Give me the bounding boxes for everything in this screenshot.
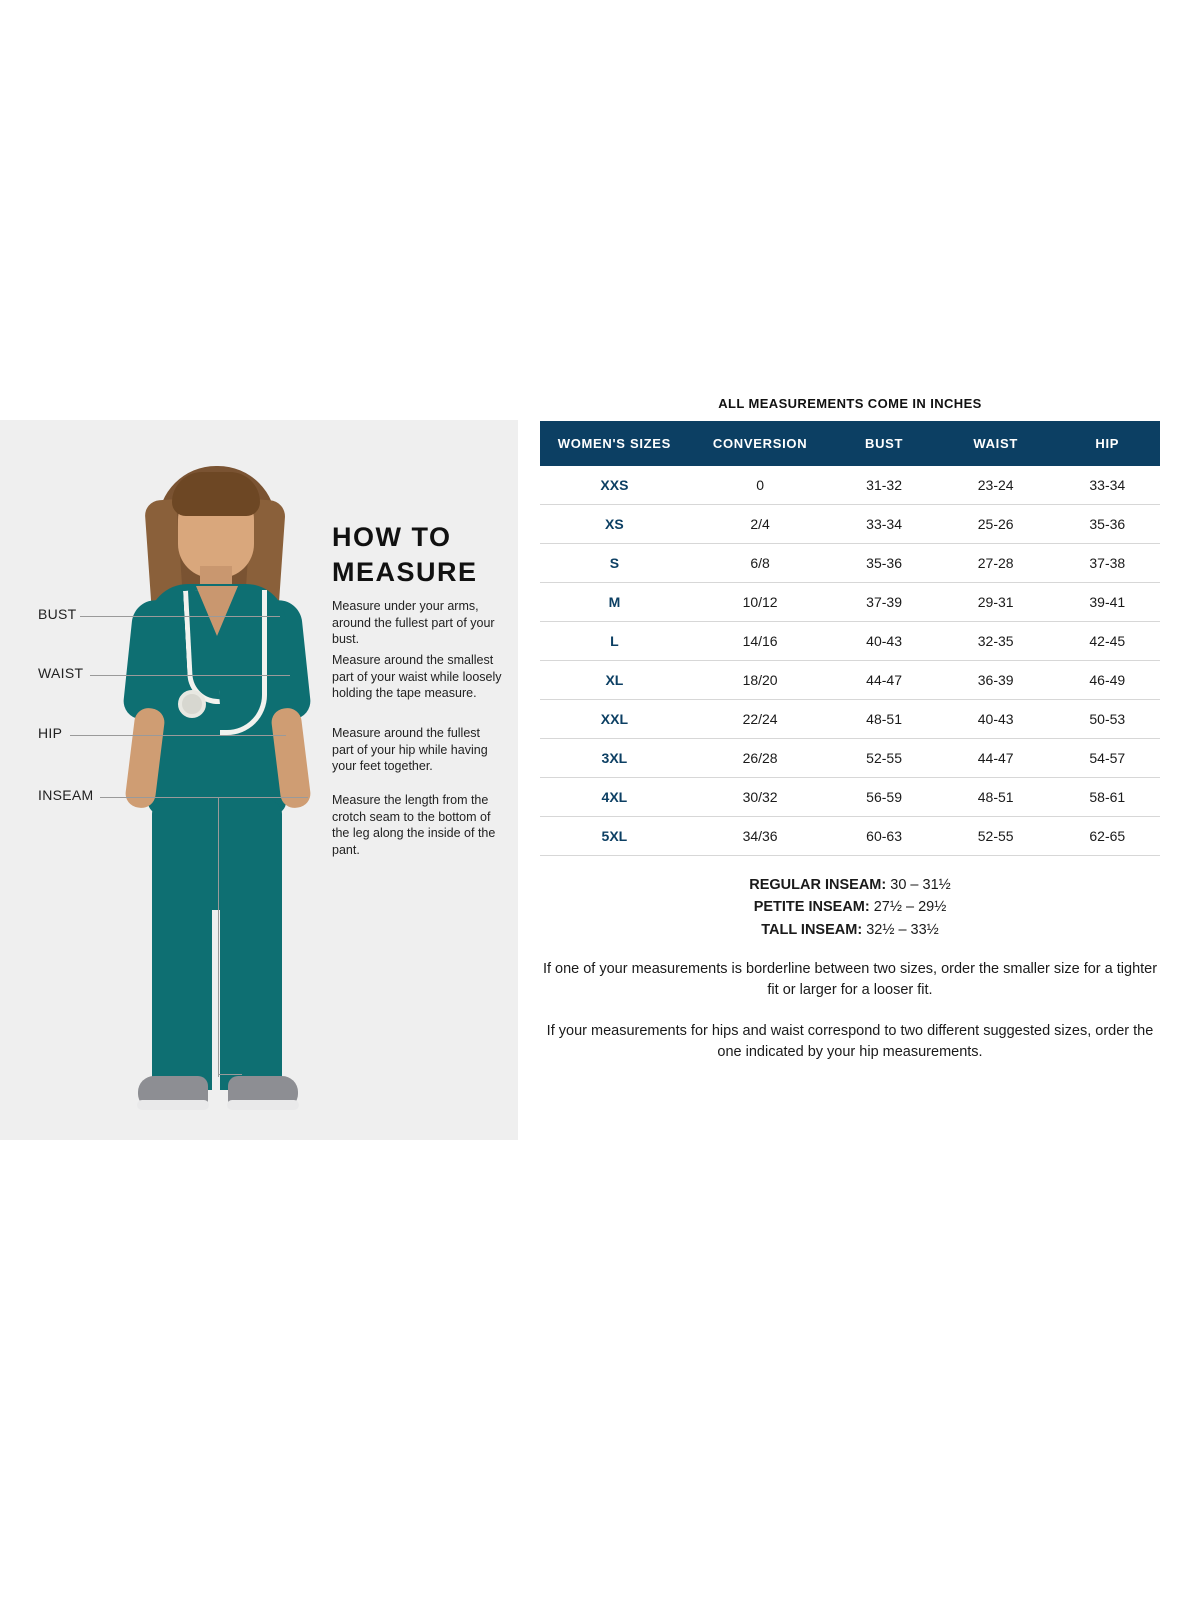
size-chart-tbody — [540, 466, 1160, 856]
model-shoe-sole-left — [137, 1100, 209, 1110]
cell-hip: 58-61 — [1055, 778, 1160, 817]
table-row — [540, 544, 1160, 583]
measure-label-hip: HIP — [38, 725, 63, 741]
cell-bust: 40-43 — [831, 622, 936, 661]
cell-size: XS — [540, 505, 689, 544]
cell-waist: 40-43 — [937, 700, 1055, 739]
measure-label-inseam: INSEAM — [38, 787, 94, 803]
inseam-petite — [540, 896, 1160, 918]
cell-hip: 50-53 — [1055, 700, 1160, 739]
cell-waist: 52-55 — [937, 817, 1055, 856]
table-row — [540, 505, 1160, 544]
inseam-tall-value: 32½ – 33½ — [866, 921, 939, 938]
model-fringe — [172, 472, 260, 516]
inseam-regular-label: REGULAR INSEAM: — [749, 877, 887, 893]
cell-hip: 33-34 — [1055, 466, 1160, 505]
cell-conversion: 30/32 — [689, 778, 832, 817]
model-illustration — [100, 440, 330, 1130]
cell-size: XXL — [540, 700, 689, 739]
cell-waist: 48-51 — [937, 778, 1055, 817]
cell-waist: 44-47 — [937, 739, 1055, 778]
cell-bust: 33-34 — [831, 505, 936, 544]
table-row — [540, 622, 1160, 661]
cell-hip: 39-41 — [1055, 583, 1160, 622]
how-to-measure-title-line2: MEASURE — [332, 556, 478, 587]
how-to-measure-title-line1: HOW TO — [332, 522, 452, 552]
cell-conversion: 18/20 — [689, 661, 832, 700]
measure-label-waist: WAIST — [38, 665, 84, 681]
size-chart-table — [540, 421, 1160, 856]
cell-hip: 37-38 — [1055, 544, 1160, 583]
cell-size: M — [540, 583, 689, 622]
cell-bust: 44-47 — [831, 661, 936, 700]
cell-bust: 31-32 — [831, 466, 936, 505]
cell-bust: 56-59 — [831, 778, 936, 817]
leader-line-inseam — [100, 797, 308, 798]
table-row — [540, 661, 1160, 700]
table-row — [540, 817, 1160, 856]
cell-conversion: 2/4 — [689, 505, 832, 544]
cell-bust: 52-55 — [831, 739, 936, 778]
header-bust: BUST — [831, 421, 936, 466]
instruction-bust: Measure under your arms, around the fullest part of your bust. — [332, 599, 495, 646]
model-shoe-sole-right — [227, 1100, 299, 1110]
inseam-bottom-tick — [218, 1074, 242, 1075]
inseam-regular-value: 30 – 31½ — [890, 877, 951, 893]
sizing-note-hip-priority: If your measurements for hips and waist correspond to two different suggested sizes, order the one indicated by your hip measurements. — [546, 1023, 1154, 1061]
stethoscope-bell-icon — [178, 690, 206, 718]
header-womens-sizes: WOMEN'S SIZES — [540, 421, 689, 466]
cell-conversion: 10/12 — [689, 583, 832, 622]
leader-line-waist — [90, 675, 290, 676]
stethoscope-right-tube-icon — [220, 590, 267, 735]
cell-conversion: 22/24 — [689, 700, 832, 739]
cell-conversion: 0 — [689, 466, 832, 505]
cell-bust: 60-63 — [831, 817, 936, 856]
cell-conversion: 6/8 — [689, 544, 832, 583]
cell-waist: 27-28 — [937, 544, 1055, 583]
size-chart-caption: ALL MEASUREMENTS COME IN INCHES — [718, 396, 982, 411]
cell-size: XL — [540, 661, 689, 700]
table-header-row — [540, 421, 1160, 466]
cell-size: 3XL — [540, 739, 689, 778]
inseam-petite-value: 27½ – 29½ — [873, 899, 947, 916]
cell-waist: 29-31 — [937, 583, 1055, 622]
how-to-measure-title — [332, 520, 512, 589]
inseam-tall — [540, 919, 1160, 941]
cell-conversion: 26/28 — [689, 739, 832, 778]
table-row — [540, 466, 1160, 505]
cell-size: 4XL — [540, 778, 689, 817]
cell-hip: 62-65 — [1055, 817, 1160, 856]
cell-hip: 54-57 — [1055, 739, 1160, 778]
cell-waist: 36-39 — [937, 661, 1055, 700]
sizing-note-borderline: If one of your measurements is borderline between two sizes, order the smaller size for a tighter fit or larger for a looser fit. — [542, 961, 1158, 999]
cell-size: XXS — [540, 466, 689, 505]
inseam-regular — [540, 874, 1160, 896]
table-row — [540, 739, 1160, 778]
cell-bust: 35-36 — [831, 544, 936, 583]
cell-conversion: 34/36 — [689, 817, 832, 856]
cell-conversion: 14/16 — [689, 622, 832, 661]
cell-waist: 32-35 — [937, 622, 1055, 661]
cell-size: S — [540, 544, 689, 583]
cell-size: 5XL — [540, 817, 689, 856]
leader-line-bust — [80, 616, 280, 617]
cell-bust: 48-51 — [831, 700, 936, 739]
instruction-waist: Measure around the smallest part of your waist while loosely holding the tape measure. — [332, 653, 502, 700]
instruction-hip: Measure around the fullest part of your hip while having your feet together. — [332, 726, 488, 773]
cell-bust: 37-39 — [831, 583, 936, 622]
measure-label-bust: BUST — [38, 606, 77, 622]
cell-size: L — [540, 622, 689, 661]
how-to-measure-panel — [0, 420, 518, 1140]
header-hip: HIP — [1055, 421, 1160, 466]
table-row — [540, 778, 1160, 817]
size-chart-thead — [540, 421, 1160, 466]
cell-waist: 25-26 — [937, 505, 1055, 544]
inseam-tall-label: TALL INSEAM: — [761, 921, 863, 938]
size-chart-panel — [540, 396, 1160, 1063]
inseam-petite-label: PETITE INSEAM: — [753, 899, 870, 916]
table-row — [540, 583, 1160, 622]
cell-waist: 23-24 — [937, 466, 1055, 505]
cell-hip: 35-36 — [1055, 505, 1160, 544]
header-waist: WAIST — [937, 421, 1055, 466]
leader-line-hip — [70, 735, 286, 736]
instruction-inseam: Measure the length from the crotch seam to the bottom of the leg along the inside of the pant. — [332, 793, 496, 857]
header-conversion: CONVERSION — [689, 421, 832, 466]
inseam-info-block — [540, 874, 1160, 941]
cell-hip: 42-45 — [1055, 622, 1160, 661]
table-row — [540, 700, 1160, 739]
cell-hip: 46-49 — [1055, 661, 1160, 700]
inseam-vertical-line — [218, 797, 219, 1077]
